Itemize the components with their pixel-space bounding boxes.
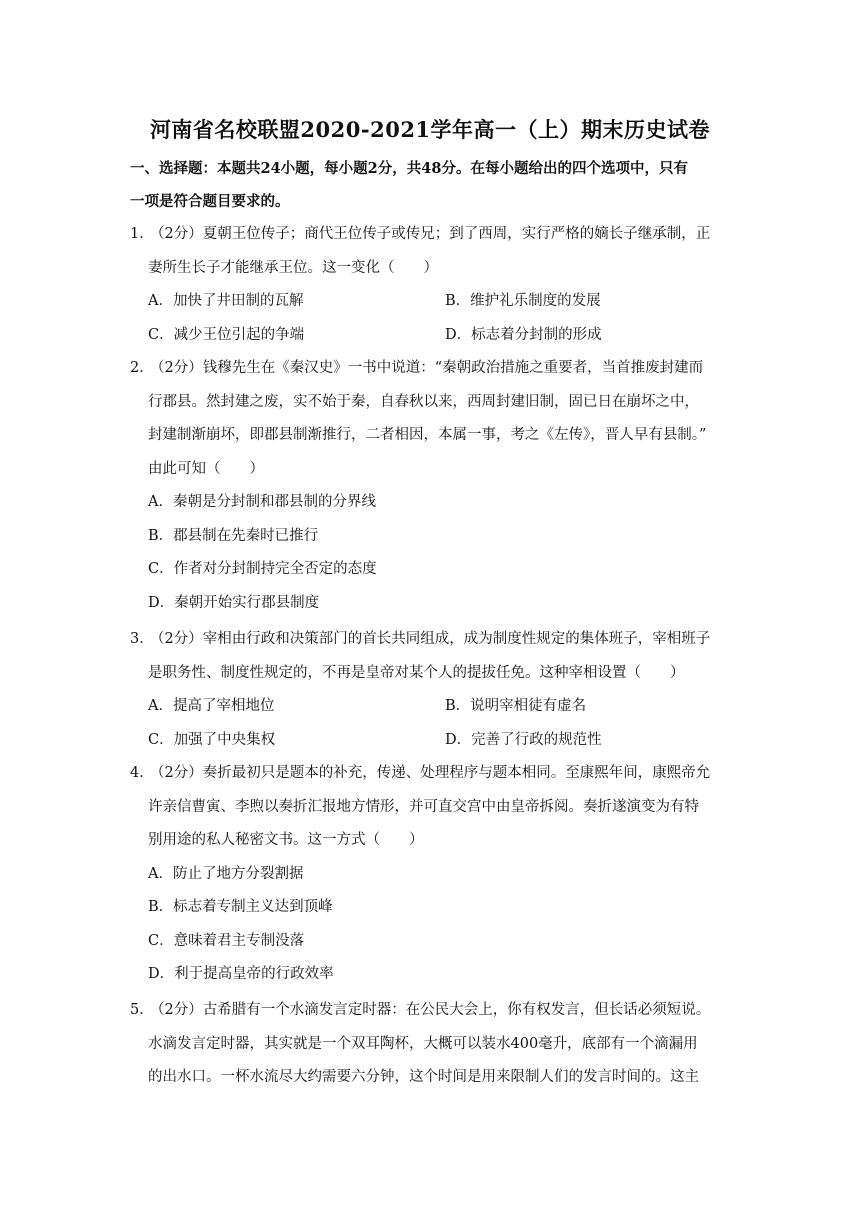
question-number: 5． xyxy=(130,1002,154,1018)
question-text: 别用途的私人秘密文书。这一方式（ ） xyxy=(148,832,424,848)
question-number: 2． xyxy=(130,360,154,376)
question-text: （2分）奏折最初只是题本的补充，传递、处理程序与题本相同。至康熙年间，康熙帝允 xyxy=(150,765,711,781)
option-d: D．秦朝开始实行郡县制度 xyxy=(148,594,320,611)
option-b: B．郡县制在先秦时已推行 xyxy=(148,527,319,544)
option-a: A．加快了井田制的瓦解 xyxy=(148,293,304,309)
question-text: 是职务性、制度性规定的，不再是皇帝对某个人的提拔任免。这种宰相设置（ ） xyxy=(148,664,685,681)
question-number: 1． xyxy=(130,226,154,242)
question-text: 妻所生长子才能继承王位。这一变化（ ） xyxy=(148,259,438,276)
option-row xyxy=(130,285,742,319)
question-text: （2分）夏朝王位传子；商代王位传子或传兄；到了西周，实行严格的嫡长子继承制，正 xyxy=(150,226,711,242)
option-b: B．说明宰相徒有虚名 xyxy=(445,698,587,714)
option-b: B．维护礼乐制度的发展 xyxy=(445,293,601,309)
option-d: D．利于提高皇帝的行政效率 xyxy=(148,966,334,982)
option-c: C．加强了中央集权 xyxy=(148,731,276,748)
section-instructions xyxy=(130,152,740,218)
question-number: 4． xyxy=(130,765,154,781)
question-number: 3． xyxy=(130,631,154,647)
section-line-2: 一项是符合题目要求的。 xyxy=(130,193,290,210)
question-text: 封建制渐崩坏，即郡县制渐推行，二者相因，本属一事，考之《左传》，晋人早有县制。” xyxy=(148,427,707,443)
question-text: 水滴发言定时器，其实就是一个双耳陶杯，大概可以装水400毫升，底部有一个滴漏用 xyxy=(148,1035,698,1052)
exam-title: 河南省名校联盟2020-2021学年高一（上）期末历史试卷 xyxy=(149,117,711,142)
question-5 xyxy=(130,994,742,1095)
question-1 xyxy=(130,218,742,352)
question-text: 由此可知（ ） xyxy=(148,460,264,477)
question-text: 许亲信曹寅、李煦以奏折汇报地方情形，并可直交宫中由皇帝拆阅。奏折遂演变为有特 xyxy=(148,798,699,815)
option-d: D．完善了行政的规范性 xyxy=(445,731,602,748)
option-row xyxy=(130,319,742,353)
option-row xyxy=(130,690,742,724)
question-2 xyxy=(130,352,742,620)
option-row xyxy=(130,724,742,758)
option-a: A．秦朝是分封制和郡县制的分界线 xyxy=(148,494,376,510)
option-c: C．意味着君主专制没落 xyxy=(148,932,305,949)
option-c: C．作者对分封制持完全否定的态度 xyxy=(148,561,377,577)
option-b: B．标志着专制主义达到顶峰 xyxy=(148,899,333,915)
question-text: （2分）钱穆先生在《秦汉史》一书中说道：“秦朝政治措施之重要者，当首推废封建而 xyxy=(150,360,704,376)
option-c: C．减少王位引起的争端 xyxy=(148,326,305,343)
question-text: 的出水口。一杯水流尽大约需要六分钟，这个时间是用来限制人们的发言时间的。这主 xyxy=(148,1069,699,1085)
question-3 xyxy=(130,623,742,757)
option-d: D．标志着分封制的形成 xyxy=(445,326,602,343)
question-text: 行郡县。然封建之废，实不始于秦，自春秋以来，西周封建旧制，固已日在崩坏之中， xyxy=(148,393,699,410)
section-line-1: 一、选择题：本题共24小题，每小题2分，共48分。在每小题给出的四个选项中，只有 xyxy=(130,160,688,177)
option-a: A．防止了地方分裂割据 xyxy=(148,865,304,882)
question-4 xyxy=(130,757,742,992)
question-text: （2分）宰相由行政和决策部门的首长共同组成，成为制度性规定的集体班子，宰相班子 xyxy=(150,631,711,647)
option-a: A．提高了宰相地位 xyxy=(148,698,275,714)
question-text: （2分）古希腊有一个水滴发言定时器：在公民大会上，你有权发言，但长话必须短说。 xyxy=(150,1002,711,1018)
